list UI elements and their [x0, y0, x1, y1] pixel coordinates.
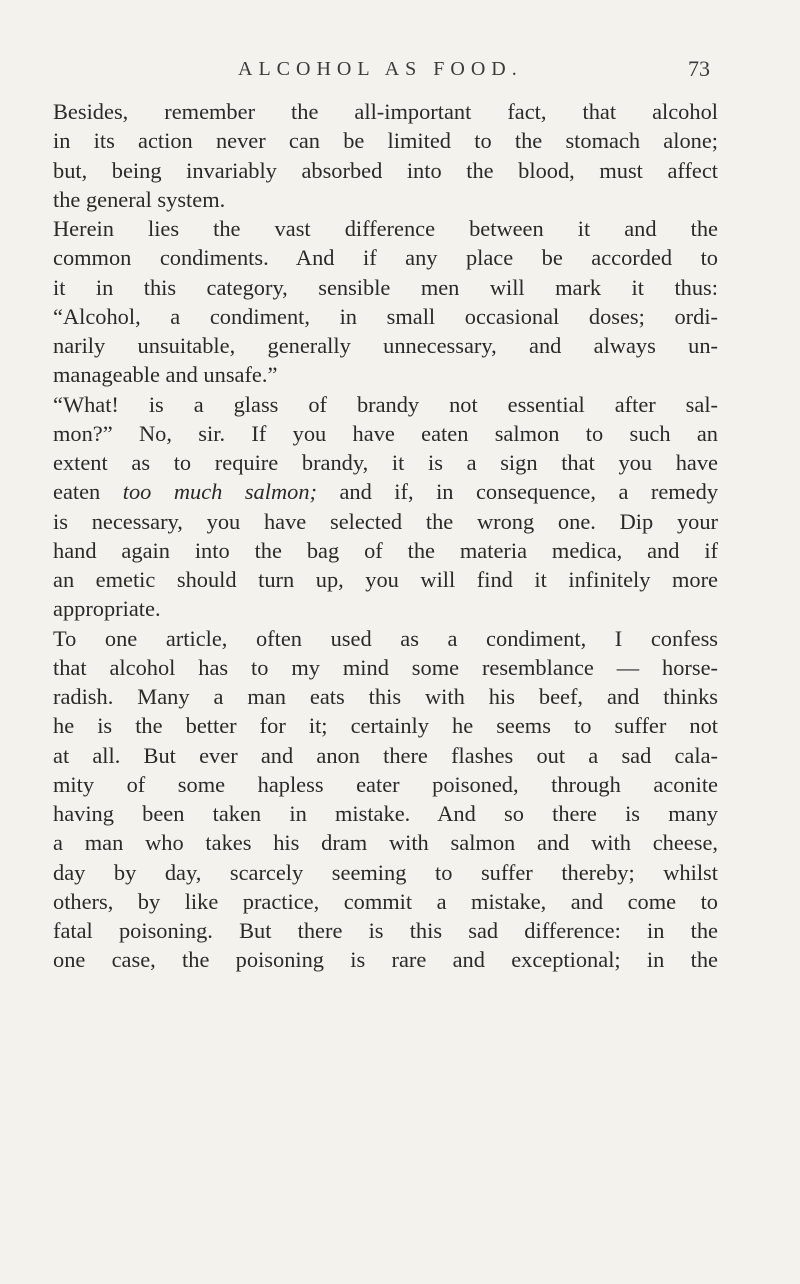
- text-line: an emetic should turn up, you will find it infinitely more: [53, 567, 718, 592]
- text-line: at all. But ever and anon there flashes out a sad cala-: [53, 742, 718, 768]
- text-line: it in this category, sensible men will mark it thus:: [53, 274, 718, 300]
- text-line: mity of some hapless eater poisoned, through aconite: [53, 771, 718, 797]
- text-line: hand again into the bag of the materia medica, and if: [53, 537, 718, 563]
- text-line: the general system.: [53, 186, 226, 212]
- text-line: “Alcohol, a condiment, in small occasional doses; ordi-: [53, 303, 718, 329]
- text-line: common condiments. And if any place be accorded to: [53, 245, 718, 271]
- text-line: that alcohol has to my mind some resemblance — horse-: [53, 654, 718, 680]
- page-number: 73: [688, 56, 710, 81]
- text-line: manageable and unsafe.”: [53, 362, 278, 388]
- text-line: a man who takes his dram with salmon and with cheese,: [53, 830, 718, 856]
- italic-phrase: too much salmon;: [122, 479, 317, 505]
- text-line: Besides, remember the all-important fact, that alcohol: [53, 99, 718, 124]
- text-line: one case, the poisoning is rare and exceptional; in the: [53, 947, 718, 973]
- text-line: day by day, scarcely seeming to suffer thereby; whilst: [53, 859, 718, 885]
- text-line: “What! is a glass of brandy not essential after sal-: [53, 391, 718, 417]
- text-line: Herein lies the vast difference between it and the: [53, 216, 718, 241]
- text-line: he is the better for it; certainly he seems to suffer not: [53, 713, 718, 739]
- text-line: To one article, often used as a condiment, I confess: [53, 625, 718, 651]
- text-line: mon?” No, sir. If you have eaten salmon to such an: [53, 420, 718, 446]
- text-segment: eaten: [53, 479, 123, 505]
- text-line: is necessary, you have selected the wrong one. Dip your: [53, 508, 718, 534]
- text-segment: and if, in consequence, a remedy: [316, 479, 719, 505]
- text-line: radish. Many a man eats this with his beef, and thinks: [53, 684, 718, 709]
- running-title: ALCOHOL AS FOOD.: [238, 58, 523, 80]
- text-line: but, being invariably absorbed into the blood, must affect: [53, 157, 718, 183]
- body-text: [53, 97, 718, 975]
- text-line: extent as to require brandy, it is a sign that you have: [53, 450, 718, 475]
- running-head: [0, 58, 800, 88]
- text-line: in its action never can be limited to the stomach alone;: [53, 128, 718, 154]
- text-line: others, by like practice, commit a mistake, and come to: [53, 888, 718, 914]
- text-line: having been taken in mistake. And so there is many: [53, 801, 718, 826]
- text-line: narily unsuitable, generally unnecessary, and always un-: [53, 333, 718, 358]
- text-line: appropriate.: [53, 596, 161, 622]
- text-line: [53, 477, 718, 506]
- text-line: fatal poisoning. But there is this sad difference: in the: [53, 918, 718, 943]
